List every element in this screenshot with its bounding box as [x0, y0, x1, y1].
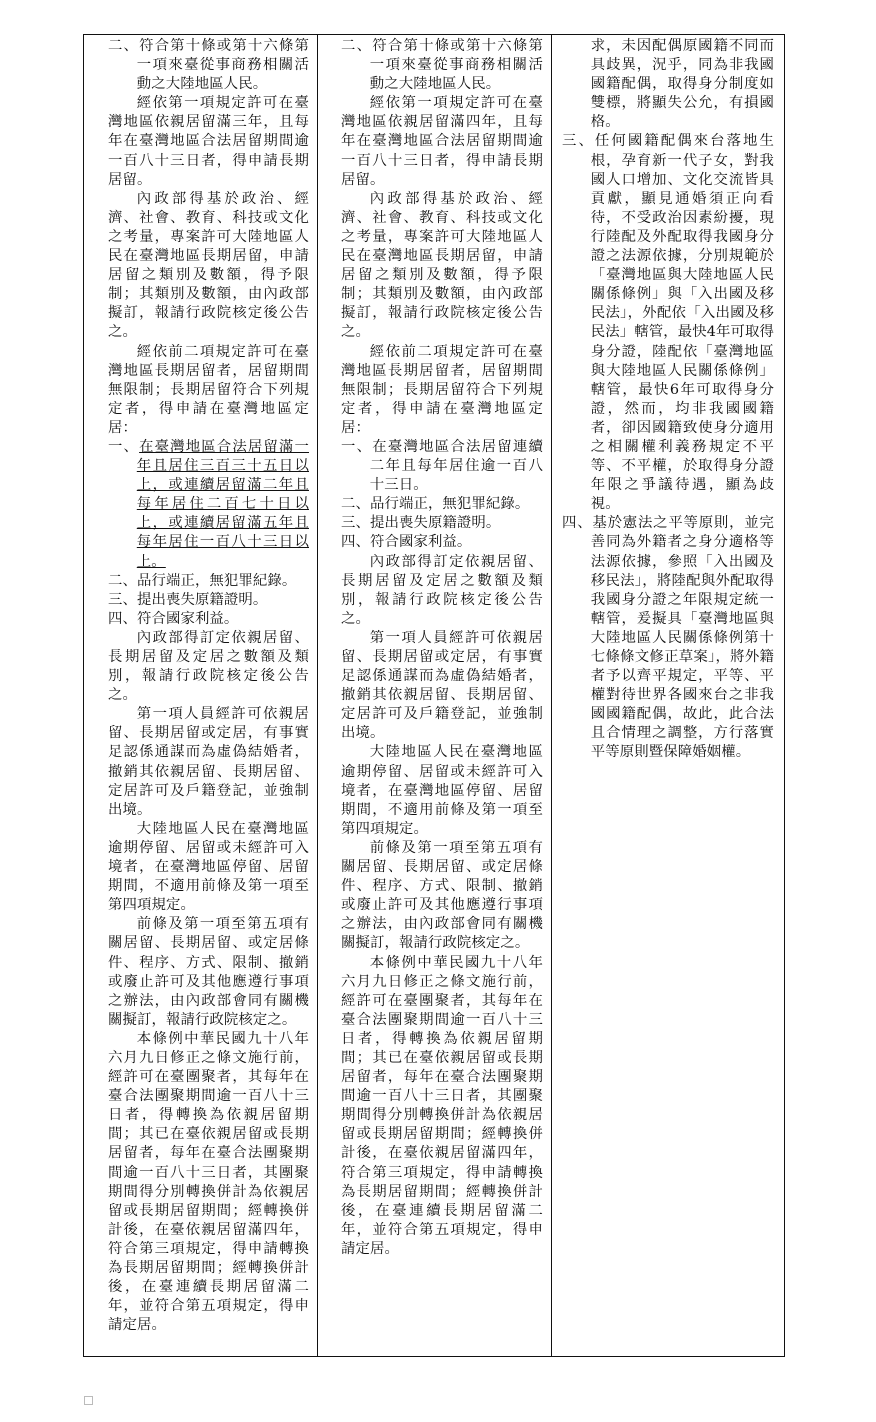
page-marker-icon: [84, 1396, 93, 1405]
paragraph: 經依前二項規定許可在臺灣地區長期居留者，居留期間無限制；長期居留符合下列規定者，得申請在臺灣地區定居：: [341, 343, 543, 436]
column-explanation: [552, 35, 784, 1356]
paragraph: 第一項人員經許可依親居留、長期居留或定居，有事實足認係通謀而為虛偽結婚者，撤銷其依親居留、長期居留、定居許可及戶籍登記，並強制出境。: [341, 629, 543, 742]
clause: 二、品行端正，無犯罪紀錄。: [341, 496, 530, 513]
paragraph: 大陸地區人民在臺灣地區逾期停留、居留或未經許可入境者，在臺灣地區停留、居留期間，不適用前條及第一項至第四項規定。: [108, 820, 309, 914]
paragraph: 經依第一項規定許可在臺灣地區依親居留滿三年，且每年在臺灣地區合法居留期間逾一百八十三日者，得申請長期居留。: [108, 95, 309, 188]
column-current-text: [318, 35, 552, 1356]
paragraph: 經依前二項規定許可在臺灣地區長期居留者，居留期間無限制；長期居留符合下列規定者，得申請在臺灣地區定居：: [108, 343, 309, 436]
clause: 二、符合第十條或第十六條第一項來臺從事商務相關活動之大陸地區人民。: [108, 38, 309, 93]
paragraph: 前條及第一項至第五項有關居留、長期居留、或定居條件、程序、方式、限制、撤銷或廢止許可及其他應遵行事項之辦法，由內政部會同有關機關擬訂，報請行政院核定之。: [341, 839, 543, 952]
clause: 四、符合國家利益。: [341, 534, 472, 551]
column-amended-text: [84, 35, 318, 1356]
clause: 三、提出喪失原籍證明。: [108, 591, 268, 608]
paragraph: 內政部得訂定依親居留、長期居留及定居之數額及類別，報請行政院核定後公告之。: [341, 553, 543, 627]
underlined-amendment: 在臺灣地區合法居留滿一年且居住三百三十五日以上，或連續居留滿二年且每年居住二百七十日以上，或連續居留滿五年且每年居住一百八十三日以上。: [136, 438, 309, 570]
explanation-point: 四、基於憲法之平等原則，並完善同為外籍者之身分適格等法源依據，參照「入出國及移民法」，將陸配與外配取得我國身分證之年限規定統一轄管，爰擬具「臺灣地區與大陸地區人民關係條例第十七條條文修正草案」，將外籍者予以齊平規定，平等、平權對待世界各國來台之非我國國籍配偶，故此，此合法且合情理之調整，方行落實平等原則暨保障婚姻權。: [562, 515, 774, 761]
paragraph: 內政部得基於政治、經濟、社會、教育、科技或文化之考量，專案許可大陸地區人民在臺灣地區長期居留，申請居留之類別及數額，得予限制；其類別及數額，由內政部擬訂，報請行政院核定後公告之。: [108, 190, 309, 341]
clause: 二、符合第十條或第十六條第一項來臺從事商務相關活動之大陸地區人民。: [341, 38, 543, 93]
paragraph: 經依第一項規定許可在臺灣地區依親居留滿四年，且每年在臺灣地區合法居留期間逾一百八十三日者，得申請長期居留。: [341, 95, 543, 188]
clause: 三、提出喪失原籍證明。: [341, 515, 501, 532]
clause: 二、品行端正，無犯罪紀錄。: [108, 572, 297, 589]
paragraph: 本條例中華民國九十八年六月九日修正之條文施行前，經許可在臺團聚者，其每年在臺合法團聚期間逾一百八十三日者，得轉換為依親居留期間；其已在臺依親居留或長期居留者，每年在臺合法團聚期間逾一百八十三日者，其團聚期間得分別轉換併計為依親居留或長期居留期間；經轉換併計後，在臺依親居留滿四年，符合第三項規定，得申請轉換為長期居留期間；經轉換併計後，在臺連續長期居留滿二年，並符合第五項規定，得申請定居。: [341, 954, 543, 1257]
paragraph: 內政部得基於政治、經濟、社會、教育、科技或文化之考量，專案許可大陸地區人民在臺灣地區長期居留，申請居留之類別及數額，得予限制；其類別及數額，由內政部擬訂，報請行政院核定後公告之。: [341, 190, 543, 341]
paragraph: 大陸地區人民在臺灣地區逾期停留、居留或未經許可入境者，在臺灣地區停留、居留期間，不適用前條及第一項至第四項規定。: [341, 744, 543, 837]
clause: 四、符合國家利益。: [108, 610, 239, 627]
paragraph: 內政部得訂定依親居留、長期居留及定居之數額及類別，報請行政院核定後公告之。: [108, 629, 309, 704]
clause: 一、在臺灣地區合法居留連續二年且每年居住逾一百八十三日。: [341, 438, 543, 494]
comparison-table: [83, 34, 785, 1357]
clause-prefix: 一、: [108, 438, 140, 455]
clause-amended: [108, 438, 309, 572]
paragraph: 本條例中華民國九十八年六月九日修正之條文施行前，經許可在臺團聚者，其每年在臺合法團聚期間逾一百八十三日者，得轉換為依親居留期間；其已在臺依親居留或長期居留者，每年在臺合法團聚期間逾一百八十三日者，其團聚期間得分別轉換併計為依親居留或長期居留期間；經轉換併計後，在臺依親居留滿四年，符合第三項規定，得申請轉換為長期居留期間；經轉換併計後，在臺連續長期居留滿二年，並符合第五項規定，得申請定居。: [108, 1030, 309, 1334]
paragraph: 前條及第一項至第五項有關居留、長期居留、或定居條件、程序、方式、限制、撤銷或廢止許可及其他應遵行事項之辦法，由內政部會同有關機關擬訂，報請行政院核定之。: [108, 916, 309, 1028]
paragraph: 第一項人員經許可依親居留、長期居留或定居，有事實足認係通謀而為虛偽結婚者，撤銷其依親居留、長期居留、定居許可及戶籍登記，並強制出境。: [108, 706, 309, 818]
explanation-point: 三、任何國籍配偶來台落地生根，孕育新一代子女，對我國人口增加、文化交流皆具貢獻，顯見通婚須正向看待，不受政治因素紛擾，現行陸配及外配取得我國身分證之法源依據，分別規範於「臺灣地區與大陸地區人民關係條例」與「入出國及移民法」，外配依「入出國及移民法」轄管，最快4年可取得身分證，陸配依「臺灣地區與大陸地區人民關係條例」轄管，最快6年可取得身分證，然而，均非我國國籍者，卻因國籍致使身分適用之相關權利義務規定不平等、不平權，於取得身分證年限之爭議待遇，顯為歧視。: [562, 133, 774, 513]
explanation-continuation: 求，未因配偶原國籍不同而具歧異，況乎，同為非我國國籍配偶，取得身分制度如雙標，將顯失公允，有損國格。: [590, 38, 774, 131]
